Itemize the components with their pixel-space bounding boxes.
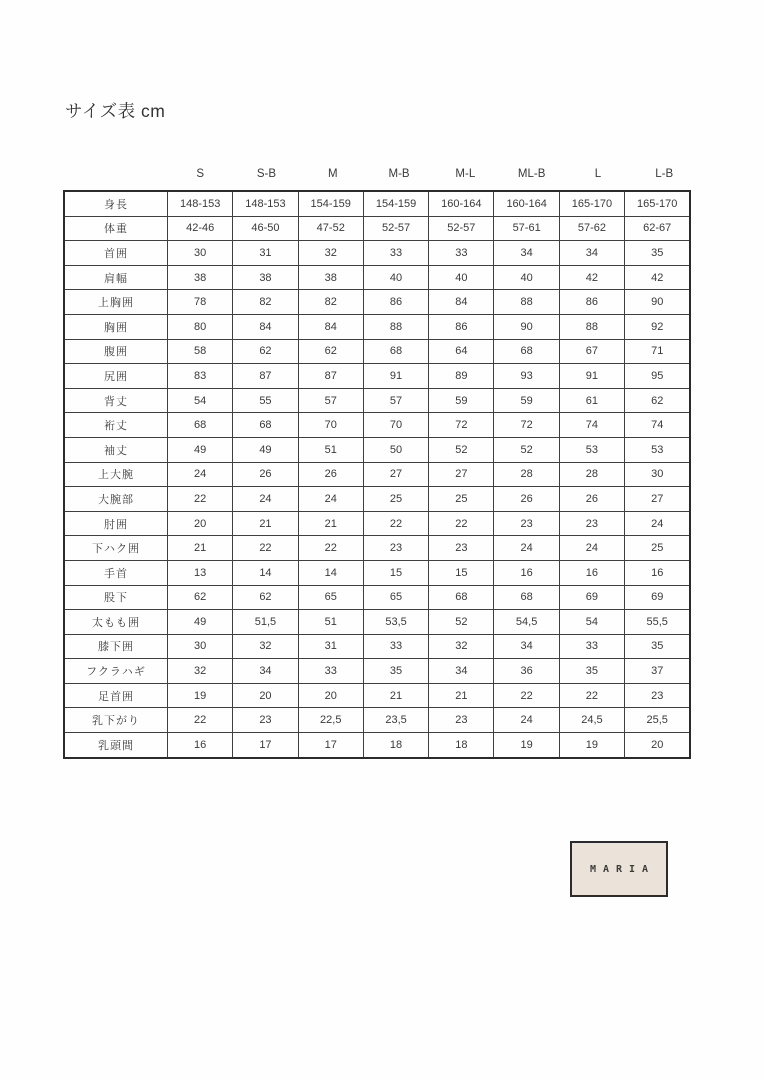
table-cell: 23 — [559, 511, 624, 536]
table-cell: 68 — [494, 585, 559, 610]
table-cell: 54,5 — [494, 610, 559, 635]
row-label: 身長 — [64, 191, 168, 216]
table-cell: 50 — [363, 437, 428, 462]
table-cell: 148-153 — [233, 191, 298, 216]
table-cell: 22 — [559, 683, 624, 708]
table-cell: 68 — [168, 413, 233, 438]
table-cell: 35 — [363, 659, 428, 684]
table-cell: 25 — [363, 487, 428, 512]
table-row — [64, 462, 690, 487]
table-cell: 42 — [625, 265, 691, 290]
row-label: 手首 — [64, 560, 168, 585]
table-cell: 40 — [429, 265, 494, 290]
table-cell: 22 — [363, 511, 428, 536]
column-header: L-B — [655, 168, 674, 180]
table-cell: 16 — [559, 560, 624, 585]
table-cell: 22 — [168, 708, 233, 733]
table-cell: 53 — [559, 437, 624, 462]
table-cell: 95 — [625, 364, 691, 389]
table-cell: 26 — [233, 462, 298, 487]
table-cell: 26 — [298, 462, 363, 487]
table-cell: 90 — [494, 314, 559, 339]
table-row — [64, 560, 690, 585]
table-cell: 92 — [625, 314, 691, 339]
table-cell: 27 — [363, 462, 428, 487]
page-title: サイズ表 cm — [65, 101, 166, 121]
row-label: 太もも囲 — [64, 610, 168, 635]
table-row — [64, 511, 690, 536]
table-cell: 84 — [298, 314, 363, 339]
table-cell: 89 — [429, 364, 494, 389]
table-cell: 42 — [559, 265, 624, 290]
table-cell: 16 — [625, 560, 691, 585]
row-label: 裄丈 — [64, 413, 168, 438]
table-cell: 68 — [363, 339, 428, 364]
table-cell: 23 — [429, 536, 494, 561]
row-label: 股下 — [64, 585, 168, 610]
size-table-body — [64, 191, 690, 758]
table-cell: 24 — [233, 487, 298, 512]
table-cell: 32 — [233, 634, 298, 659]
table-cell: 32 — [298, 241, 363, 266]
table-cell: 72 — [494, 413, 559, 438]
table-cell: 88 — [363, 314, 428, 339]
table-row — [64, 191, 690, 216]
table-cell: 154-159 — [298, 191, 363, 216]
row-label: 足首囲 — [64, 683, 168, 708]
table-row — [64, 413, 690, 438]
table-cell: 19 — [494, 733, 559, 758]
table-cell: 160-164 — [429, 191, 494, 216]
table-cell: 52-57 — [429, 216, 494, 241]
table-cell: 25,5 — [625, 708, 691, 733]
table-cell: 62-67 — [625, 216, 691, 241]
column-header: ML-B — [517, 168, 546, 180]
column-header: L — [594, 168, 602, 180]
table-cell: 40 — [363, 265, 428, 290]
table-row — [64, 216, 690, 241]
table-cell: 86 — [429, 314, 494, 339]
table-cell: 59 — [494, 388, 559, 413]
table-cell: 23,5 — [363, 708, 428, 733]
table-cell: 49 — [233, 437, 298, 462]
table-cell: 36 — [494, 659, 559, 684]
table-cell: 24 — [298, 487, 363, 512]
column-header: M — [327, 168, 338, 180]
table-cell: 37 — [625, 659, 691, 684]
table-cell: 87 — [233, 364, 298, 389]
table-cell: 58 — [168, 339, 233, 364]
row-label: 尻囲 — [64, 364, 168, 389]
table-row — [64, 634, 690, 659]
table-cell: 23 — [494, 511, 559, 536]
table-cell: 93 — [494, 364, 559, 389]
table-cell: 28 — [559, 462, 624, 487]
table-cell: 38 — [168, 265, 233, 290]
table-cell: 15 — [429, 560, 494, 585]
table-cell: 24 — [494, 708, 559, 733]
row-label: 大腕部 — [64, 487, 168, 512]
table-row — [64, 659, 690, 684]
table-cell: 25 — [625, 536, 691, 561]
table-cell: 35 — [625, 241, 691, 266]
table-cell: 69 — [625, 585, 691, 610]
row-label: 乳下がり — [64, 708, 168, 733]
table-cell: 62 — [298, 339, 363, 364]
table-cell: 57-61 — [494, 216, 559, 241]
table-cell: 28 — [494, 462, 559, 487]
table-row — [64, 339, 690, 364]
table-cell: 30 — [168, 634, 233, 659]
table-cell: 52-57 — [363, 216, 428, 241]
table-cell: 30 — [168, 241, 233, 266]
row-label: 腹囲 — [64, 339, 168, 364]
table-cell: 52 — [429, 610, 494, 635]
table-cell: 70 — [363, 413, 428, 438]
row-label: 上大腕 — [64, 462, 168, 487]
row-label: フクラハギ — [64, 659, 168, 684]
row-label: 乳頭間 — [64, 733, 168, 758]
table-cell: 24 — [559, 536, 624, 561]
table-cell: 22 — [429, 511, 494, 536]
table-cell: 22,5 — [298, 708, 363, 733]
table-cell: 24 — [625, 511, 691, 536]
table-cell: 20 — [298, 683, 363, 708]
table-row — [64, 388, 690, 413]
table-cell: 21 — [233, 511, 298, 536]
table-cell: 32 — [429, 634, 494, 659]
table-cell: 59 — [429, 388, 494, 413]
row-label: 袖丈 — [64, 437, 168, 462]
table-cell: 88 — [559, 314, 624, 339]
table-cell: 74 — [559, 413, 624, 438]
column-header: S — [196, 168, 204, 180]
table-cell: 57-62 — [559, 216, 624, 241]
table-cell: 14 — [233, 560, 298, 585]
table-cell: 70 — [298, 413, 363, 438]
table-cell: 27 — [429, 462, 494, 487]
table-cell: 20 — [233, 683, 298, 708]
table-cell: 57 — [363, 388, 428, 413]
table-row — [64, 585, 690, 610]
table-cell: 165-170 — [559, 191, 624, 216]
row-label: 胸囲 — [64, 314, 168, 339]
table-cell: 23 — [233, 708, 298, 733]
table-cell: 55 — [233, 388, 298, 413]
table-cell: 14 — [298, 560, 363, 585]
column-header: S-B — [256, 168, 277, 180]
table-cell: 148-153 — [168, 191, 233, 216]
table-cell: 21 — [429, 683, 494, 708]
table-row — [64, 437, 690, 462]
table-cell: 33 — [559, 634, 624, 659]
table-cell: 26 — [494, 487, 559, 512]
table-row — [64, 364, 690, 389]
table-cell: 74 — [625, 413, 691, 438]
table-cell: 25 — [429, 487, 494, 512]
table-row — [64, 733, 690, 758]
table-cell: 51 — [298, 437, 363, 462]
table-cell: 57 — [298, 388, 363, 413]
row-label: 肩幅 — [64, 265, 168, 290]
row-label: 背丈 — [64, 388, 168, 413]
table-cell: 34 — [494, 241, 559, 266]
table-cell: 22 — [168, 487, 233, 512]
table-cell: 20 — [168, 511, 233, 536]
table-cell: 91 — [363, 364, 428, 389]
table-cell: 19 — [168, 683, 233, 708]
table-cell: 34 — [233, 659, 298, 684]
table-cell: 22 — [233, 536, 298, 561]
table-row — [64, 610, 690, 635]
table-cell: 38 — [298, 265, 363, 290]
table-cell: 49 — [168, 437, 233, 462]
table-cell: 23 — [429, 708, 494, 733]
table-cell: 53 — [625, 437, 691, 462]
table-cell: 55,5 — [625, 610, 691, 635]
table-cell: 21 — [298, 511, 363, 536]
table-cell: 88 — [494, 290, 559, 315]
table-cell: 21 — [363, 683, 428, 708]
table-cell: 52 — [429, 437, 494, 462]
table-cell: 49 — [168, 610, 233, 635]
table-cell: 68 — [233, 413, 298, 438]
size-table — [63, 190, 691, 759]
table-cell: 15 — [363, 560, 428, 585]
row-label: 体重 — [64, 216, 168, 241]
table-cell: 23 — [363, 536, 428, 561]
table-cell: 46-50 — [233, 216, 298, 241]
maria-logo-text: MARIA — [589, 863, 656, 875]
table-cell: 86 — [559, 290, 624, 315]
row-label: 肘囲 — [64, 511, 168, 536]
table-cell: 33 — [363, 634, 428, 659]
table-cell: 54 — [168, 388, 233, 413]
table-cell: 18 — [363, 733, 428, 758]
table-cell: 86 — [363, 290, 428, 315]
table-row — [64, 708, 690, 733]
table-cell: 34 — [494, 634, 559, 659]
row-label: 下ハク囲 — [64, 536, 168, 561]
table-cell: 51,5 — [233, 610, 298, 635]
table-cell: 62 — [625, 388, 691, 413]
table-cell: 82 — [233, 290, 298, 315]
table-cell: 26 — [559, 487, 624, 512]
row-label: 首囲 — [64, 241, 168, 266]
table-cell: 160-164 — [494, 191, 559, 216]
column-header: M-L — [455, 168, 476, 180]
table-row — [64, 487, 690, 512]
table-cell: 22 — [298, 536, 363, 561]
table-row — [64, 314, 690, 339]
table-cell: 84 — [429, 290, 494, 315]
table-cell: 62 — [233, 339, 298, 364]
table-cell: 62 — [233, 585, 298, 610]
table-cell: 16 — [168, 733, 233, 758]
table-cell: 91 — [559, 364, 624, 389]
size-column-headers — [63, 168, 697, 180]
table-cell: 31 — [233, 241, 298, 266]
table-cell: 42-46 — [168, 216, 233, 241]
table-cell: 35 — [559, 659, 624, 684]
table-cell: 82 — [298, 290, 363, 315]
table-cell: 40 — [494, 265, 559, 290]
table-cell: 23 — [625, 683, 691, 708]
table-cell: 80 — [168, 314, 233, 339]
table-cell: 30 — [625, 462, 691, 487]
table-cell: 61 — [559, 388, 624, 413]
table-cell: 53,5 — [363, 610, 428, 635]
table-cell: 34 — [559, 241, 624, 266]
table-cell: 90 — [625, 290, 691, 315]
table-cell: 83 — [168, 364, 233, 389]
table-row — [64, 265, 690, 290]
table-cell: 35 — [625, 634, 691, 659]
table-cell: 17 — [298, 733, 363, 758]
table-cell: 32 — [168, 659, 233, 684]
table-cell: 16 — [494, 560, 559, 585]
table-cell: 38 — [233, 265, 298, 290]
table-cell: 87 — [298, 364, 363, 389]
table-row — [64, 241, 690, 266]
table-cell: 17 — [233, 733, 298, 758]
table-cell: 13 — [168, 560, 233, 585]
table-cell: 78 — [168, 290, 233, 315]
table-cell: 72 — [429, 413, 494, 438]
table-cell: 33 — [298, 659, 363, 684]
table-row — [64, 683, 690, 708]
table-cell: 65 — [363, 585, 428, 610]
table-cell: 51 — [298, 610, 363, 635]
table-cell: 33 — [363, 241, 428, 266]
table-cell: 65 — [298, 585, 363, 610]
table-cell: 21 — [168, 536, 233, 561]
maria-logo — [570, 841, 668, 897]
column-header: M-B — [388, 168, 410, 180]
table-cell: 54 — [559, 610, 624, 635]
table-cell: 19 — [559, 733, 624, 758]
table-cell: 154-159 — [363, 191, 428, 216]
table-cell: 47-52 — [298, 216, 363, 241]
table-cell: 68 — [494, 339, 559, 364]
table-cell: 84 — [233, 314, 298, 339]
table-cell: 33 — [429, 241, 494, 266]
table-cell: 18 — [429, 733, 494, 758]
table-cell: 27 — [625, 487, 691, 512]
table-cell: 69 — [559, 585, 624, 610]
row-label: 膝下囲 — [64, 634, 168, 659]
table-row — [64, 290, 690, 315]
table-cell: 52 — [494, 437, 559, 462]
table-cell: 62 — [168, 585, 233, 610]
row-label: 上胸囲 — [64, 290, 168, 315]
table-cell: 68 — [429, 585, 494, 610]
table-cell: 24 — [494, 536, 559, 561]
table-cell: 24 — [168, 462, 233, 487]
table-cell: 31 — [298, 634, 363, 659]
table-cell: 34 — [429, 659, 494, 684]
table-cell: 71 — [625, 339, 691, 364]
table-cell: 165-170 — [625, 191, 691, 216]
table-cell: 67 — [559, 339, 624, 364]
table-cell: 22 — [494, 683, 559, 708]
table-row — [64, 536, 690, 561]
table-cell: 64 — [429, 339, 494, 364]
table-cell: 24,5 — [559, 708, 624, 733]
table-cell: 20 — [625, 733, 691, 758]
